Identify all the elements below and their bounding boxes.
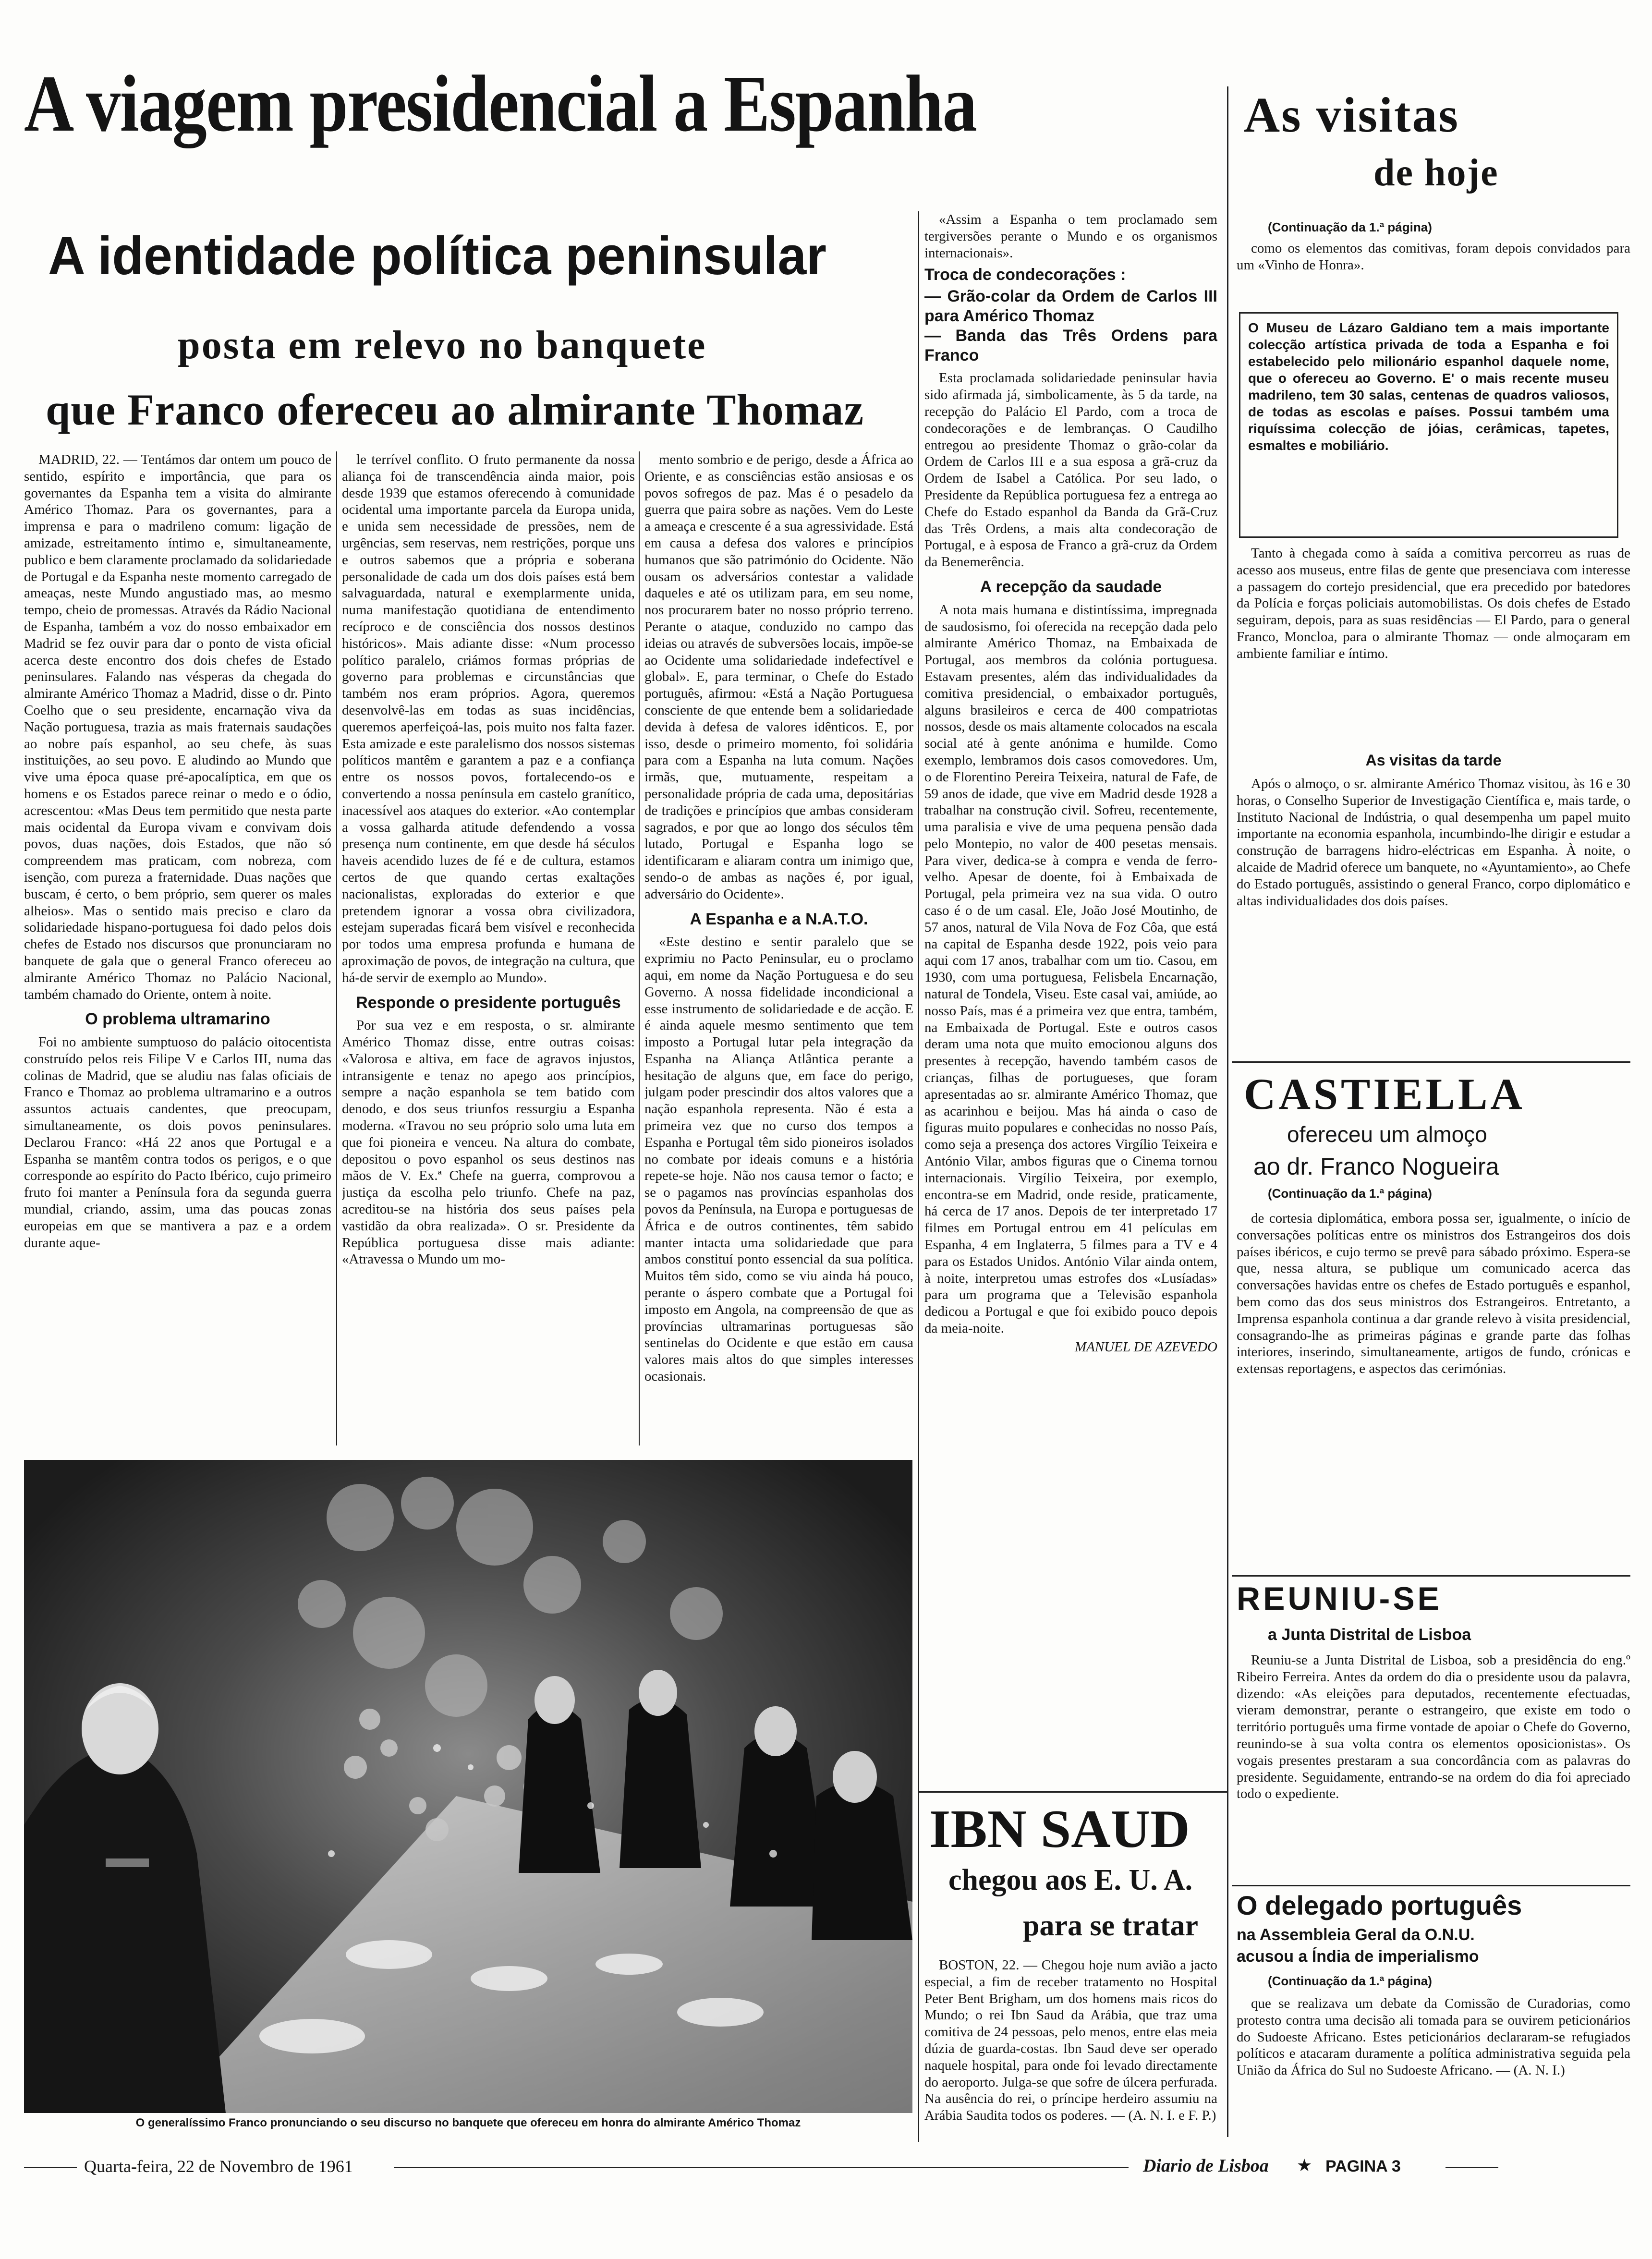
castiella-title: CASTIELLA xyxy=(1244,1069,1525,1118)
continuation-note: (Continuação da 1.ª página) xyxy=(1268,1186,1432,1201)
article-text: MADRID, 22. — Tentámos dar ontem um pouco de sentido, espírito e importância, que para os governantes da Espanha tem a visita do almirante Américo Thomaz. Para os governantes, para a imprensa e para o madrileno comum: ligação de amizade, estreitamento íntimo e, simultaneamente, publico e bem claramente proclamado da solidariedade de Portugal e da Espanha neste momento carregado de ameaças, neste Mundo angustiado mas, ao mesmo tempo, cheio de promessas. Através da Rádio Nacional de Espanha, também a voz do nosso embaixador em Madrid se fez ouvir para dar o ponto de vista oficial acerca deste encontro dos dois chefes de Estado peninsulares. Falando nas vésperas da chegada do almirante Américo Thomaz a Madrid, disse o dr. Pinto Coelho que o seu presidente, encarnação viva da Nação portuguesa, trazia as mais fraternais saudações ao nobre país espanhol, ao seu chefe, às suas instituições, ao seu povo. E aludindo ao Mundo que vive uma época quase pré-apocalíptica, em que os homens e os Estados parece reinar o medo e o ódio, acrescentou: «Mas Deus tem permitido que nesta parte mais ocidental da Europa vivam e convivam dois povos, duas nações, dois Estados, que não só compreendem mas praticam, com nobreza, com isenção, com pureza a fraternidade. Duas nações que buscam, é certo, o bem próprio, sem querer os males alheios». Mas o sentido mais preciso e claro da solidariedade hispano-portuguesa foi dado pelos dois chefes de Estado nos discursos que pronunciaram no banquete de gala que o general Franco ofereceu ao almirante Américo Thomaz no Palácio Nacional, também chamado do Oriente, ontem à noite. xyxy=(24,452,331,1002)
article-text: A nota mais humana e distintíssima, impregnada de saudosismo, foi oferecida na recepção dada pelo almirante Américo Thomaz, na Embaixada de Portugal, aos membros da colónia portuguesa. Estavam presentes, além das individualidades da comitiva presidencial, o embaixador português, alguns brasileiros e cerca de 400 compatriotas nossos, desde os mais altamente colocados na escala social até à gente anónima e humilde. Como exemplo, lembramos dois casos comovedores. Um, o de Florentino Pereira Teixeira, natural de Fafe, de 59 anos de idade, que vive em Madrid desde 1928 a trabalhar na construção civil. Sofreu, recentemente, uma paralisia e vive de uma pequena pensão dada pelo Montepio, no valor de 400 pesetas mensais. Para viver, dedica-se à compra e venda de ferro-velho. Apesar de doente, foi à Embaixada de Portugal, pela primeira vez na sua vida. O outro caso é o de um casal. Ele, João José Moutinho, de 57 anos, natural de Vila Nova de Foz Côa, que está na capital de Espanha desde 1922, pois veio para aqui com 17 anos, trabalhar com um tio. Casou, em 1930, com uma portuguesa, Felisbela Encarnação, natural de Tondela, Viseu. Este casal vai, amiúde, ao nosso País, mas é a primeira vez que entra, também, na Embaixada de Portugal. Este e outros casos deram uma nota que muito emocionou alguns dos presentes à recepção, havendo também casos de crianças, filhas de portugueses, que foram apresentadas ao sr. almirante Américo Thomaz, que as acarinhou e beijou. Mas há ainda o caso de figuras muito populares e conhecidas no nosso País, como seja a presença dos actores Virgílio Teixeira e António Vilar, ambos figuras que o Cinema tornou internacionais. Virgílio Teixeira, por exemplo, encontra-se em Madrid, onde reside, praticamente, há cerca de 17 anos. Depois de ter interpretado 17 filmes em Portugal entrou em 41 películas em Espanha, 4 em Inglaterra, 5 filmes para a TV e 4 para os Estados Unidos. António Vilar ainda ontem, à noite, interpretou umas estrofes dos «Lusíadas» para um programa que a Televisão espanhola dedicou a Portugal e que foi exibido pouco depois da meia-noite. xyxy=(924,602,1217,1336)
delegado-subtitle-2: acusou a Índia de imperialismo xyxy=(1237,1947,1479,1966)
subheadline-banquet: posta em relevo no banquete xyxy=(178,323,707,367)
continuation-note: (Continuação da 1.ª página) xyxy=(1268,1974,1432,1988)
tarde-heading: As visitas da tarde xyxy=(1365,752,1502,769)
section-rule xyxy=(918,1791,1227,1793)
reuniu-title: REUNIU-SE xyxy=(1237,1580,1443,1617)
footer-rule-right xyxy=(1446,2167,1498,2168)
footer-date: Quarta-feira, 22 de Novembro de 1961 xyxy=(84,2157,353,2176)
subheadline-identity: A identidade política peninsular xyxy=(48,226,826,286)
article-column-4 xyxy=(924,211,1217,1791)
visitas-title: As visitas xyxy=(1244,87,1459,143)
section-rule xyxy=(1232,1575,1630,1577)
decoration-item-2: — Banda das Três Ordens para Franco xyxy=(924,326,1217,364)
continuation-note: (Continuação da 1.ª página) xyxy=(1268,220,1432,234)
column-rule xyxy=(918,211,919,2142)
footer-rule-left xyxy=(24,2167,77,2168)
article-text: Reuniu-se a Junta Distrital de Lisboa, sob a presidência do eng.º Ribeiro Ferreira. Antes da ordem do dia o presidente usou da palavra, dizendo: «As eleições para deputados, recentemente efectuadas, vieram demonstrar, perante o estrangeiro, que existe em todo o território português uma firme vontade de apoiar o Chefe do Governo, reunindo-se à sua volta contra os elementos oposicionistas». Os vogais presentes prestaram a sua concordância com as palavras do presidente. Seguidamente, entrando-se na ordem do dia foi apreciado todo o expediente. xyxy=(1237,1652,1630,1802)
article-text: como os elementos das comitivas, foram depois convidados para um «Vinho de Honra». xyxy=(1237,241,1630,273)
footer-star-icon: ★ xyxy=(1297,2156,1312,2175)
article-text: de cortesia diplomática, embora possa ser, igualmente, o início de conversações políticas entre os ministros dos Estrangeiros dos dois países ibéricos, e cujo termo se prevê para sábado próximo. Espera-se que, nessa altura, se publique um comunicado acerca das conversações havidas entre os chefes de Estado português e espanhol, bem como das dos seus ministros dos Estrangeiros. Entretanto, a Imprensa espanhola continua a dar grande relevo à visita presidencial, consagrando-lhe as primeiras páginas e grande parte das folhas interiores, inserindo, simultaneamente, artigos de fundo, crónicas e extensas reportagens, e aspectos das cerimónias. xyxy=(1237,1211,1630,1377)
right-column-tarde xyxy=(1237,776,1630,1059)
article-text: Foi no ambiente sumptuoso do palácio oitocentista construído pelos reis Filipe V e Carlos III, numa das colinas de Madrid, que se aludiu nas falas oficiais de Franco e Thomaz ao problema ultramarino e a outros assuntos actuais candentes, que preocupam, simultaneamente, os dois povos peninsulares. Declarou Franco: «Há 22 anos que Portugal e a Espanha se mantêm contra todos os perigos, e o que corresponde ao espírito do Pacto Ibérico, cujo primeiro fruto foi manter a Península fora da segunda guerra mundial, criando, assim, uma das poucas zonas europeias em que se mantivera a paz e a ordem durante aque- xyxy=(24,1034,331,1251)
photo-caption: O generalíssimo Franco pronunciando o seu discurso no banquete que ofereceu em honra do almirante Américo Thomaz xyxy=(135,2116,801,2129)
column-rule-right xyxy=(1227,86,1228,2137)
delegado-subtitle: na Assembleia Geral da O.N.U. xyxy=(1237,1926,1475,1944)
castiella-subtitle-2: ao dr. Franco Nogueira xyxy=(1253,1153,1499,1180)
article-text: Após o almoço, o sr. almirante Américo Thomaz visitou, às 16 e 30 horas, o Conselho Superior de Investigação Científica e, mais tarde, o Instituto Nacional de Indústria, o qual desempenha um papel muito importante na economia espanhola, incumbindo-lhe dirigir e estudar a construção de barragens hidro-eléctricas em Espanha. À noite, o alcaide de Madrid oferece um banquete, no «Ayuntamiento», ao Chefe do Estado português, assistindo o general Franco, corpo diplomático e altas individualidades dos dois países. xyxy=(1237,776,1630,909)
right-column-reuniu xyxy=(1237,1652,1630,1882)
ibn-saud-text xyxy=(924,1957,1217,2144)
section-heading: A Espanha e a N.A.T.O. xyxy=(690,910,868,928)
article-text: «Assim a Espanha o tem proclamado sem tergiversões perante o Mundo e os organismos internacionais». xyxy=(924,212,1217,261)
banquet-photo-image xyxy=(24,1460,912,2113)
author-signature: MANUEL DE AZEVEDO xyxy=(1075,1339,1217,1355)
article-column-3 xyxy=(644,451,913,1450)
right-column-visitas-2 xyxy=(1237,545,1630,752)
main-headline: A viagem presidencial a Espanha xyxy=(24,59,977,148)
section-heading: O problema ultramarino xyxy=(85,1010,270,1029)
visitas-title-2: de hoje xyxy=(1373,152,1499,194)
section-rule xyxy=(1232,1885,1630,1886)
ibn-saud-title: IBN SAUD xyxy=(929,1799,1190,1859)
reuniu-subtitle: a Junta Distrital de Lisboa xyxy=(1268,1626,1471,1644)
article-text: que se realizava um debate da Comissão de Curadorias, como protesto contra uma decisão ali tomada para se ouvirem peticionários do Sudoeste Africano. Estes peticionários declararam-se refugiados políticos e atacaram duramente a política administrativa seguida pela União da África do Sul no Sudoeste Africano. — (A. N. I.) xyxy=(1237,1996,1630,2078)
ibn-saud-subtitle: chegou aos E. U. A. xyxy=(948,1864,1193,1896)
right-column-delegado xyxy=(1237,1995,1630,2139)
article-text: mento sombrio e de perigo, desde a África ao Oriente, e as consciências estão ansiosas e os povos sofregos de paz. Mas é o pesadelo da guerra que paira sobre as nações. Vem do Leste a ameaça e crescente é a sua agressividade. Está em causa a defesa dos valores e princípios humanos que são património do Ocidente. Não ousam os adversários contestar a validade daqueles e até os utilizam para, em seu nome, nos procurarem bater no nosso próprio terreno. Perante o ataque, conduzido no campo das ideias ou através de subversões locais, impõe-se ao Ocidente uma solidariedade indefectível e global». E, para terminar, o Chefe do Estado português, afirmou: «Está a Nação Portuguesa consciente de que entende bem a solidariedade devida à defesa de valores idênticos. E, por isso, desde o primeiro momento, foi solidária para com a Espanha na luta comum. Nações irmãs, que, mutuamente, respeitam a personalidade própria de cada uma, depositárias de tradições e princípios que ambas consideram sagrados, e por que ao longo dos séculos têm lutado, Portugal e Espanha logo se identificaram e aliaram contra um inimigo que, sendo-o de ambas as nações é, por igual, adversário do Ocidente». xyxy=(644,452,913,902)
article-text: Esta proclamada solidariedade peninsular havia sido afirmada já, simbolicamente, às 5 da tarde, na recepção do Palácio El Pardo, com a troca de condecorações e de lembranças. O Caudilho entregou ao presidente Thomaz o grão-colar da Ordem de Carlos III e a sua esposa a grã-cruz da Ordem de Isabel a Católica. Por seu lado, o Presidente da República portuguesa fez a entrega ao Chefe do Estado espanhol da Banda da Grã-Cruz das Três Ordens, a mais alta condecoração de Portugal, e à esposa de Franco a grã-cruz da Ordem da Benemerência. xyxy=(924,370,1217,570)
footer-rule-mid xyxy=(394,2167,1129,2168)
castiella-subtitle: ofereceu um almoço xyxy=(1287,1122,1487,1147)
section-rule xyxy=(1232,1061,1630,1063)
decoration-item-1: — Grão-colar da Ordem de Carlos III para Américo Thomaz xyxy=(924,287,1217,325)
section-heading: A recepção da saudade xyxy=(980,577,1162,596)
footer-paper-name: Diario de Lisboa xyxy=(1143,2156,1269,2176)
ibn-saud-subtitle-2: para se tratar xyxy=(1023,1909,1198,1942)
article-text: Tanto à chegada como à saída a comitiva percorreu as ruas de acesso aos museus, entre filas de gente que presenciava com interesse a passagem do cortejo presidencial, que era precedido por batedores da Polícia e forças policiais automobilistas. Os dois chefes de Estado seguiram, depois, para as suas residências — El Pardo, para o general Franco, Moncloa, para o almirante Thomaz — onde almoçaram em ambiente familiar e íntimo. xyxy=(1237,546,1630,661)
right-column-visitas xyxy=(1237,240,1630,310)
section-heading: Responde o presidente português xyxy=(356,993,621,1012)
subheadline-franco: que Franco ofereceu ao almirante Thomaz xyxy=(46,385,864,434)
banquet-photo xyxy=(24,1460,912,2113)
delegado-title: O delegado português xyxy=(1237,1890,1522,1920)
right-column-castiella xyxy=(1237,1210,1630,1575)
column-rule xyxy=(336,451,337,1445)
article-text: Por sua vez e em resposta, o sr. almirante Américo Thomaz disse, entre outras coisas: «Valorosa e altiva, em face de agravos injustos, intransigente e tenaz no apego aos princípios, sempre a nação espanhola se tem batido com denodo, e dos seus triunfos ressurgiu a Espanha moderna. «Travou no seu próprio solo uma luta em que foi pioneira e venceu. Na altura do combate, depositou o povo espanhol os seus destinos nas mãos de V. Ex.ª Chefe na guerra, comprovou a justiça da escolha pelo triunfo. Chefe na paz, acreditou-se na história dos seus países pela vastidão da obra realizada». O sr. Presidente da República portuguesa disse mais adiante: «Atravessa o Mundo um mo- xyxy=(342,1018,635,1267)
footer-page-number: PAGINA 3 xyxy=(1325,2157,1401,2175)
article-text: «Este destino e sentir paralelo que se exprimiu no Pacto Peninsular, eu o proclamo aqui, em nome da Nação Portuguesa e do seu Governo. A nossa fidelidade incondicional a esse instrumento de solidariedade e de acção. E é ainda aquele mesmo sentimento que tem imposto a Portugal lutar pela integração da Espanha na Aliança Atlântica perante a hesitação de alguns que, em face do perigo, julgam poder prescindir dos altos valores que a nação espanhola representa. Não é esta a primeira vez que no curso dos tempos a Espanha e Portugal têm sido pioneiros isolados no combate por ideais comuns e a história repete-se hoje. Não nos causa temor o facto; e se o pagamos nas províncias espanholas dos povos da Península, na Europa e portuguesas de África e de outros continentes, têm sabido manter intacta uma solidariedade que para ambos constituí ponto essencial da sua política. Muitos têm sido, como se viu ainda há pouco, perante o áspero combate que a Portugal foi imposto em Angola, na compreensão de que as províncias ultramarinas portuguesas são sentinelas do Ocidente e que estão em causa valores mais altos do que simples interesses ocasionais. xyxy=(644,934,913,1385)
article-column-2 xyxy=(342,451,635,1450)
museum-box: O Museu de Lázaro Galdiano tem a mais importante colecção artística privada de toda a Espanha e foi estabelecido pelo milionário espanhol daquele nome, que o ofereceu ao Governo. E' o mais recente museu madrileno, tem 30 salas, centenas de quadros valiosos, de todas as escolas e países. Possui também uma riquíssima colecção de jóias, cerâmicas, tapetes, esmaltes e mobiliário. xyxy=(1239,312,1618,538)
column-rule xyxy=(639,451,640,1445)
article-text: le terrível conflito. O fruto permanente da nossa aliança foi de transcendência ainda maior, pois desde 1939 que estamos oferecendo à comunidade ocidental uma importante parcela da Europa unida, e unida sem necessidade de pressões, nem de urgências, sem reservas, nem restrições, porque uns e outros sabemos que a própria e soberana personalidade de cada um dos dois países está bem salvaguardada, natural e exemplarmente unida, numa manifestação quotidiana de entendimento recíproco e de consciência dos nossos destinos históricos». Mais adiante disse: «Num processo político paralelo, criámos formas próprias de governo para problemas e circunstâncias que também nos eram próprios. Agora, queremos desenvolvê-las em todas as suas incidências, queremos aperfeiçoá-las, pois muito nos falta fazer. Esta amizade e este paralelismo dos nossos sistemas políticos mantêm e garantem a paz e a confiança entre os nossos povos, fortalecendo-os e convertendo a nossa península em castelo granítico, inacessível aos ataques do exterior. «Ao contemplar a vossa galharda atitude defendendo a vossa presença num continente, em que desde há séculos haveis acendido luzes de fé e de cultura, estamos certos de que quando certas exaltações nacionalistas, exploradas do exterior e que pretendem ignorar a vossa obra civilizadora, estejam superadas ficará bem visível e reconhecida por todos uma empresa profunda e humana de aproximação de povos, de integração na cultura, que há-de servir de exemplo ao Mundo». xyxy=(342,452,635,985)
article-column-1 xyxy=(24,451,331,1450)
decorations-heading: Troca de condecorações : xyxy=(924,266,1126,284)
article-text: BOSTON, 22. — Chegou hoje num avião a jacto especial, a fim de receber tratamento no Hospital Peter Bent Brigham, um dos homens mais ricos do Mundo; o rei Ibn Saud da Arábia, que traz uma comitiva de 24 pessoas, pelo menos, entre elas meia dúzia de guarda-costas. Ibn Saud deve ser operado naquele hospital, para onde foi levado directamente do aeroporto. Julga-se que sofre de úlcera perfurada. Na ausência do rei, o príncipe herdeiro assumiu na Arábia Saudita todos os poderes. — (A. N. I. e F. P.) xyxy=(924,1957,1217,2124)
